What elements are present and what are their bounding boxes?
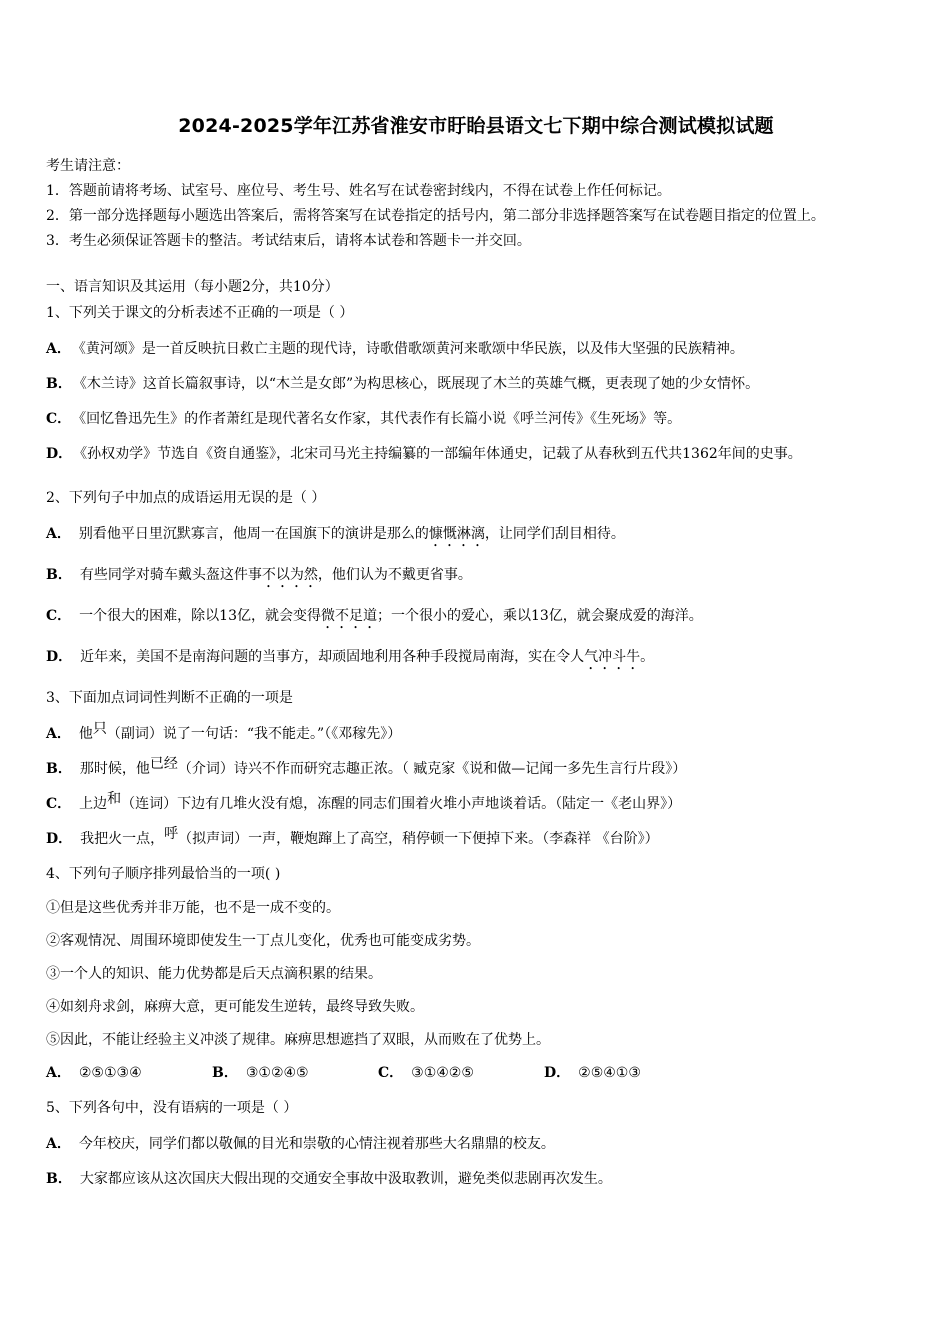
q4-sentence: ①但是这些优秀并非万能，也不是一成不变的。 (46, 900, 340, 916)
marked-word: 和 (107, 791, 122, 807)
option-letter: B． (46, 761, 72, 777)
option-text: 一个很大的困难，除以13亿，就会变得 (79, 608, 321, 624)
q3-option-c (46, 791, 906, 814)
q1-option-b (46, 374, 906, 394)
q4-sentence: ⑤因此，不能让经验主义冲淡了规律。麻痹思想遮挡了双眼，从而败在了优势上。 (46, 1032, 550, 1048)
q2-option-d (46, 647, 906, 673)
notice-item: 2．第一部分选择题每小题选出答案后，需将答案写在试卷指定的括号内，第二部分非选择题答案写在试卷题目指定的位置上。 (46, 208, 825, 224)
q3-option-a (46, 721, 906, 744)
option-letter: D． (46, 831, 73, 847)
q5-option-a (46, 1134, 906, 1154)
q4-sentence: ③一个人的知识、能力优势都是后天点滴积累的结果。 (46, 966, 382, 982)
q2-option-b (46, 565, 906, 591)
q4-sentence: ④如刻舟求剑，麻痹大意，更可能发生逆转，最终导致失败。 (46, 999, 424, 1015)
question-1-stem: 1、下列关于课文的分析表述不正确的一项是（ ） (46, 305, 354, 321)
question-5-stem: 5、下列各句中，没有语病的一项是（ ） (46, 1100, 298, 1116)
option-letter: B． (46, 1171, 72, 1187)
q1-option-c (46, 409, 906, 429)
notice-item: 3．考生必须保证答题卡的整洁。考试结束后，请将本试卷和答题卡一并交回。 (46, 233, 531, 249)
option-text: （介词）诗兴不作而研究志趣正浓。（ 臧克家《说和做—记闻一多先生言行片段》） (177, 761, 687, 777)
question-4-stem: 4、下列句子顺序排列最恰当的一项( ) (46, 866, 281, 882)
q3-option-b (46, 756, 906, 779)
q1-option-a (46, 339, 906, 359)
choice-text: ③①②④⑤ (245, 1065, 309, 1081)
notice-heading: 考生请注意： (46, 158, 130, 174)
dotted-idiom: 气冲斗牛 (584, 649, 641, 665)
q1-option-d (46, 435, 906, 473)
option-text: （副词）说了一句话：“我不能走。”（《邓稼先》） (106, 726, 402, 742)
q5-option-b (46, 1169, 906, 1189)
q3-option-d (46, 826, 906, 849)
option-letter: D． (46, 446, 73, 462)
q2-option-c (46, 606, 906, 632)
option-letter: A． (46, 726, 71, 742)
q4-sentence: ②客观情况、周围环境即使发生一丁点儿变化，优秀也可能变成劣势。 (46, 933, 480, 949)
q4-choice-c (378, 1063, 544, 1083)
q4-choice-b (212, 1063, 378, 1083)
option-text: ，他们认为不戴更省事。 (317, 567, 472, 583)
option-text: （拟声词）一声，鞭炮蹿上了高空，稍停顿一下便掉下来。（李森祥 《台阶》） (178, 831, 659, 847)
option-letter: D． (544, 1065, 571, 1081)
option-text: 大家都应该从这次国庆大假出现的交通安全事故中汲取教训，避免类似悲剧再次发生。 (79, 1171, 612, 1187)
option-text: 《黄河颂》是一首反映抗日救亡主题的现代诗，诗歌借歌颂黄河来歌颂中华民族，以及伟大坚强的民族精神。 (78, 341, 744, 357)
option-text: 《孙权劝学》节选自《资自通鉴》，北宋司马光主持编纂的一部编年体通史，记载了从春秋到五代共1362年间的史事。 (80, 446, 802, 462)
option-text: 有些同学对骑车戴头盔这件事 (79, 567, 262, 583)
question-3-stem: 3、下面加点词词性判断不正确的一项是 (46, 690, 293, 706)
option-text: 近年来，美国不是南海问题的当事方，却顽固地利用各种手段搅局南海，实在令人 (80, 649, 585, 665)
option-letter: C． (46, 608, 72, 624)
option-text: 我把火一点， (80, 831, 165, 847)
section-heading: 一、语言知识及其运用（每小题2分，共10分） (46, 279, 339, 295)
option-text: 。 (640, 649, 655, 665)
option-text: 别看他平日里沉默寡言，他周一在国旗下的演讲是那么的 (78, 526, 429, 542)
option-text: ，让同学们刮目相待。 (484, 526, 625, 542)
option-text: （连词）下边有几堆火没有熄，冻醒的同志们围着火堆小声地谈着话。（陆定一《老山界》） (121, 796, 682, 812)
option-text: 《回忆鲁迅先生》的作者萧红是现代著名女作家，其代表作有长篇小说《呼兰河传》《生死场》等。 (79, 411, 682, 427)
choice-text: ②⑤①③④ (78, 1065, 142, 1081)
option-text: ；一个很小的爱心，乘以13亿，就会聚成爱的海洋。 (376, 608, 703, 624)
option-letter: A． (46, 1136, 71, 1152)
option-letter: A． (46, 1065, 71, 1081)
option-letter: A． (46, 341, 71, 357)
q4-choice-d (544, 1063, 710, 1083)
option-text: 他 (78, 726, 93, 742)
option-letter: C． (46, 796, 72, 812)
option-letter: B． (46, 376, 72, 392)
dotted-idiom: 不以为然 (261, 567, 318, 583)
q4-choice-a (46, 1063, 212, 1083)
marked-word: 已经 (149, 756, 178, 772)
option-letter: C． (378, 1065, 404, 1081)
marked-word: 只 (92, 721, 107, 737)
choice-text: ③①④②⑤ (411, 1065, 474, 1081)
question-2-stem: 2、下列句子中加点的成语运用无误的是（ ） (46, 490, 326, 506)
marked-word: 呼 (164, 826, 179, 842)
notice-item: 1．答题前请将考场、试室号、座位号、考生号、姓名写在试卷密封线内，不得在试卷上作任何标记。 (46, 183, 671, 199)
option-letter: D． (46, 649, 73, 665)
candidate-notice (46, 154, 906, 254)
option-text: 那时候，他 (79, 761, 150, 777)
option-letter: C． (46, 411, 72, 427)
option-letter: A． (46, 526, 71, 542)
q2-option-a (46, 524, 906, 550)
option-letter: B． (46, 567, 72, 583)
option-text: 今年校庆，同学们都以敬佩的目光和崇敬的心情注视着那些大名鼎鼎的校友。 (78, 1136, 555, 1152)
option-text: 上边 (79, 796, 108, 812)
option-text: 《木兰诗》这首长篇叙事诗，以“木兰是女郎”为构思核心，既展现了木兰的英雄气概，更表现了她的少女情怀。 (79, 376, 760, 392)
option-letter: B． (212, 1065, 238, 1081)
exam-title: 2024-2025学年江苏省淮安市盱眙县语文七下期中综合测试模拟试题 (178, 115, 774, 137)
choice-text: ②⑤④①③ (578, 1065, 641, 1081)
dotted-idiom: 微不足道 (320, 608, 377, 624)
dotted-idiom: 慷慨淋漓 (428, 526, 485, 542)
q4-choices (46, 1063, 906, 1083)
